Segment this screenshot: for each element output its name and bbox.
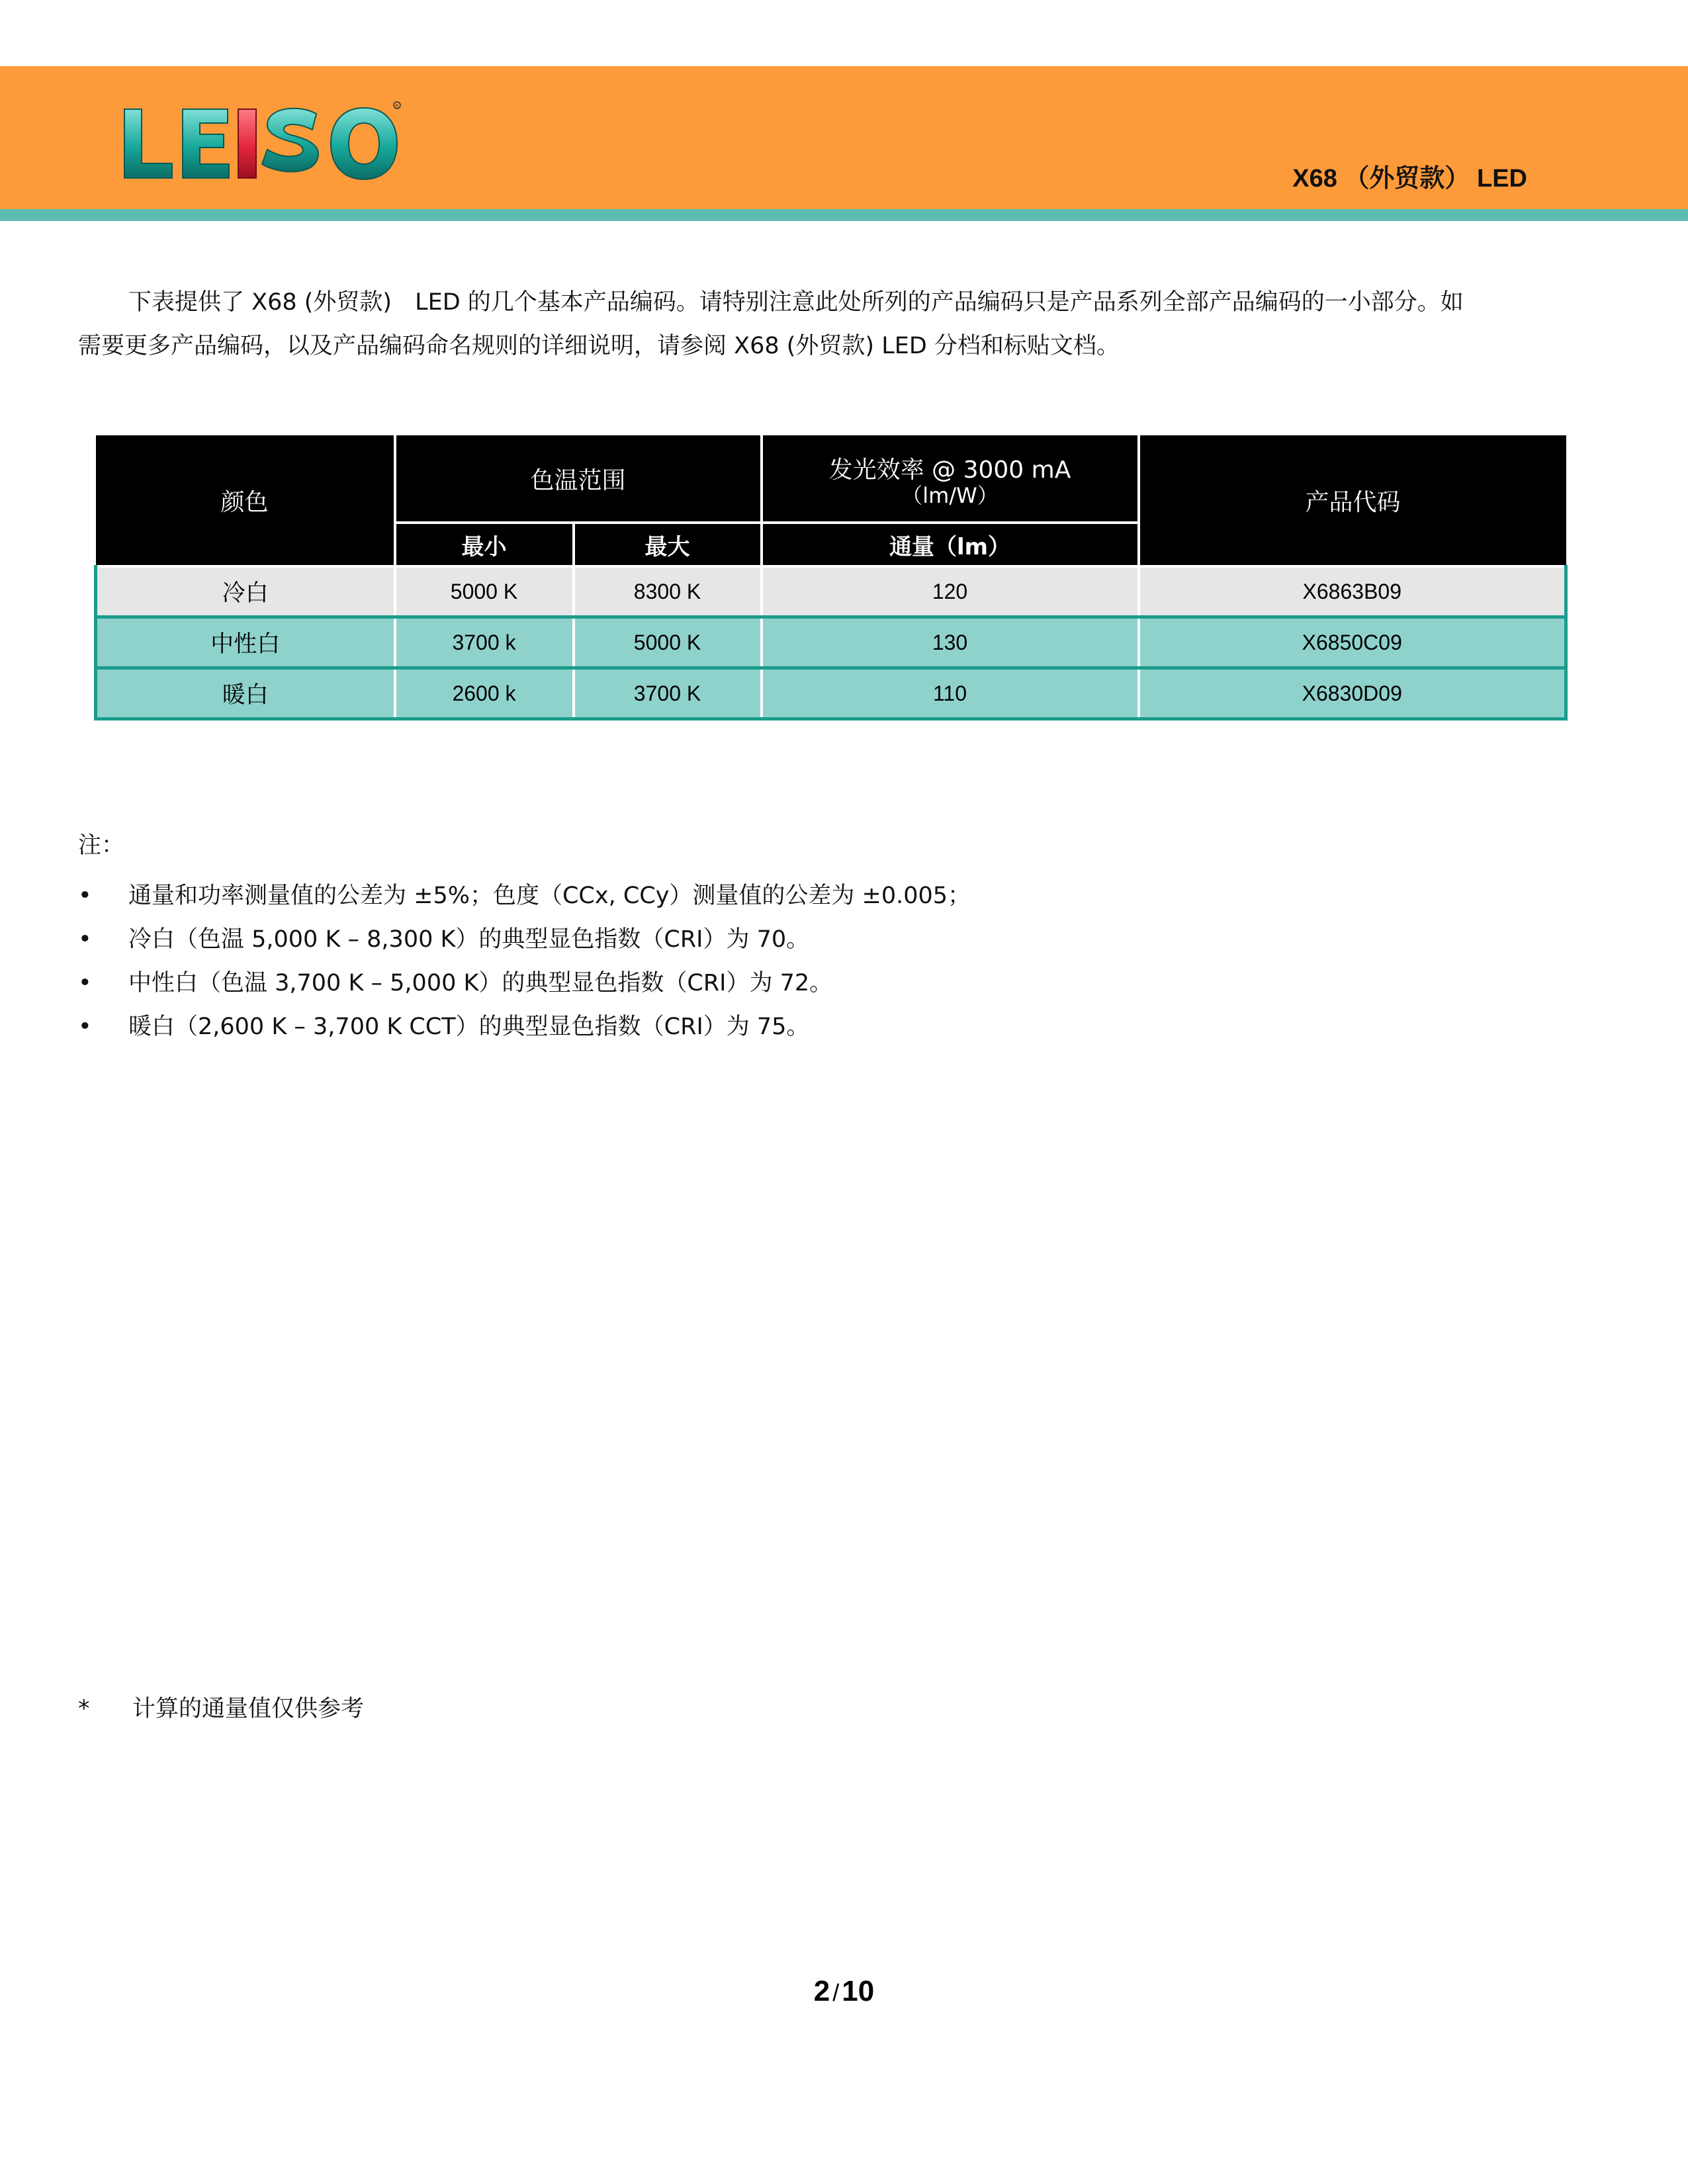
intro-line-1: 下表提供了 X68 (外贸款) LED 的几个基本产品编码。请特别注意此处所列的产品编码只是产品系列全部产品编码的一小部分。如 <box>128 289 1464 316</box>
header-flux: 通量（lm） <box>762 523 1139 566</box>
cell-cct-max: 3700 K <box>574 668 762 719</box>
header-product-code: 产品代码 <box>1139 435 1566 566</box>
header-efficacy-line1: 发光效率 @ 3000 mA <box>828 456 1071 484</box>
header-max: 最大 <box>574 523 762 566</box>
cell-product-code: X6850C09 <box>1139 617 1566 668</box>
note-text: 冷白（色温 5,000 K – 8,300 K）的典型显色指数（CRI）为 70。 <box>128 926 810 953</box>
note-text: 中性白（色温 3,700 K – 5,000 K）的典型显色指数（CRI）为 72。 <box>128 970 833 996</box>
note-item <box>78 918 1600 961</box>
note-text: 通量和功率测量值的公差为 ±5%；色度（CCx, CCy）测量值的公差为 ±0.005； <box>128 883 971 909</box>
page-total: 10 <box>842 1975 875 2007</box>
page-current: 2 <box>813 1975 830 2007</box>
note-text: 暖白（2,600 K – 3,700 K CCT）的典型显色指数（CRI）为 75。 <box>128 1014 810 1040</box>
table-row <box>96 566 1566 617</box>
footnote-text: 计算的通量值仅供参考 <box>132 1696 365 1722</box>
leiso-logo <box>118 99 402 189</box>
intro-line-2: 需要更多产品编码，以及产品编码命名规则的详细说明，请参阅 X68 (外贸款) LED 分档和标贴文档。 <box>78 333 1120 359</box>
header-min: 最小 <box>395 523 574 566</box>
product-code-table <box>94 435 1568 721</box>
cell-color: 中性白 <box>96 617 395 668</box>
cell-product-code: X6863B09 <box>1139 566 1566 617</box>
notes-list <box>78 874 1600 1049</box>
bullet-icon: • <box>78 970 92 996</box>
intro-paragraph <box>78 281 1570 368</box>
cell-cct-min: 2600 k <box>395 668 574 719</box>
header-color: 颜色 <box>96 435 395 566</box>
header-efficacy-line2: （lm/W） <box>901 482 999 508</box>
notes-title: 注： <box>78 832 125 859</box>
cell-cct-min: 5000 K <box>395 566 574 617</box>
document-title: X68 （外贸款） LED <box>1292 165 1527 193</box>
bullet-icon: • <box>78 883 92 909</box>
header-cct-range: 色温范围 <box>395 435 762 523</box>
page-separator: / <box>832 1979 840 2006</box>
cell-color: 冷白 <box>96 566 395 617</box>
header-efficacy <box>762 435 1139 523</box>
note-item <box>78 1005 1600 1049</box>
table-row <box>96 668 1566 719</box>
cell-flux: 120 <box>762 566 1139 617</box>
footnote-marker: * <box>78 1696 90 1722</box>
bullet-icon: • <box>78 926 92 953</box>
cell-cct-max: 5000 K <box>574 617 762 668</box>
note-item <box>78 961 1600 1005</box>
cell-color: 暖白 <box>96 668 395 719</box>
cell-cct-min: 3700 k <box>395 617 574 668</box>
cell-cct-max: 8300 K <box>574 566 762 617</box>
note-item <box>78 874 1600 918</box>
cell-flux: 110 <box>762 668 1139 719</box>
cell-product-code: X6830D09 <box>1139 668 1566 719</box>
svg-text:R: R <box>395 103 399 109</box>
bullet-icon: • <box>78 1014 92 1040</box>
header-divider <box>0 209 1688 221</box>
footnote <box>78 1690 364 1724</box>
page-number <box>0 1975 1688 2008</box>
notes-section <box>78 824 1600 1049</box>
cell-flux: 130 <box>762 617 1139 668</box>
table-row <box>96 617 1566 668</box>
